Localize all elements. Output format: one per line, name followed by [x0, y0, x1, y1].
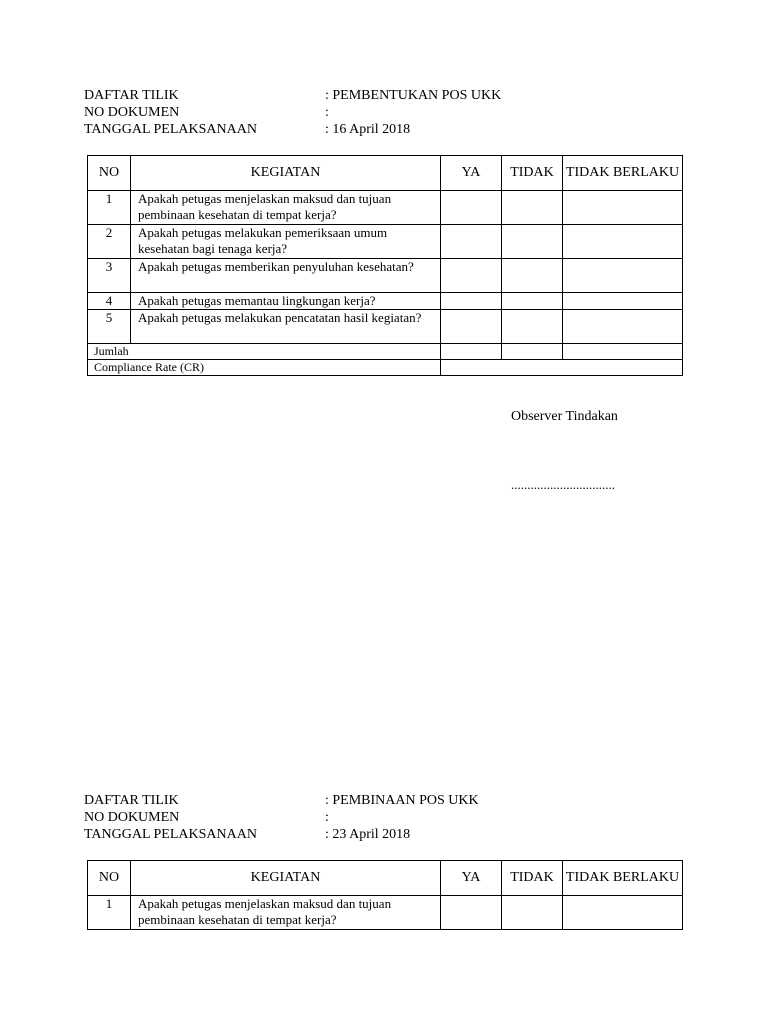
- checklist-table-1: [87, 155, 683, 376]
- table-row: [88, 191, 683, 225]
- signature-line: ................................: [511, 477, 615, 492]
- jumlah-row: [88, 344, 683, 360]
- tanggal-label: TANGGAL PELAKSANAAN: [84, 827, 257, 842]
- row-question: Apakah petugas menjelaskan maksud dan tujuan pembinaan kesehatan di tempat kerja?: [131, 191, 441, 225]
- tidak-cell[interactable]: [502, 225, 563, 259]
- jumlah-tidak-cell[interactable]: [502, 344, 563, 360]
- col-tidak-berlaku: TIDAK BERLAKU: [563, 861, 683, 896]
- tidak-cell[interactable]: [502, 896, 563, 930]
- tidak-berlaku-cell[interactable]: [563, 259, 683, 293]
- daftar-tilik-label: DAFTAR TILIK: [84, 88, 179, 103]
- row-question: Apakah petugas melakukan pemeriksaan umum kesehatan bagi tenaga kerja?: [131, 225, 441, 259]
- row-number: 1: [88, 896, 131, 930]
- ya-cell[interactable]: [441, 896, 502, 930]
- jumlah-ya-cell[interactable]: [441, 344, 502, 360]
- table-header-row: [88, 861, 683, 896]
- ya-cell[interactable]: [441, 259, 502, 293]
- col-kegiatan: KEGIATAN: [131, 861, 441, 896]
- ya-cell[interactable]: [441, 225, 502, 259]
- row-question: Apakah petugas memberikan penyuluhan kesehatan?: [131, 259, 441, 293]
- col-tidak-berlaku: TIDAK BERLAKU: [563, 156, 683, 191]
- compliance-value-cell[interactable]: [441, 360, 683, 376]
- jumlah-tidak-berlaku-cell[interactable]: [563, 344, 683, 360]
- daftar-tilik-label: DAFTAR TILIK: [84, 793, 179, 808]
- daftar-tilik-value: : PEMBENTUKAN POS UKK: [325, 88, 502, 103]
- ya-cell[interactable]: [441, 293, 502, 310]
- no-dokumen-label: NO DOKUMEN: [84, 105, 180, 120]
- row-question: Apakah petugas melakukan pencatatan hasil kegiatan?: [131, 310, 441, 344]
- table-row: [88, 259, 683, 293]
- table-row: [88, 310, 683, 344]
- daftar-tilik-value: : PEMBINAAN POS UKK: [325, 793, 479, 808]
- tidak-cell[interactable]: [502, 310, 563, 344]
- col-ya: YA: [441, 861, 502, 896]
- tidak-cell[interactable]: [502, 191, 563, 225]
- tanggal-label: TANGGAL PELAKSANAAN: [84, 122, 257, 137]
- row-number: 2: [88, 225, 131, 259]
- tidak-cell[interactable]: [502, 293, 563, 310]
- ya-cell[interactable]: [441, 191, 502, 225]
- row-number: 3: [88, 259, 131, 293]
- tidak-berlaku-cell[interactable]: [563, 896, 683, 930]
- tidak-berlaku-cell[interactable]: [563, 191, 683, 225]
- compliance-row: [88, 360, 683, 376]
- compliance-label: Compliance Rate (CR): [88, 360, 441, 376]
- col-kegiatan: KEGIATAN: [131, 156, 441, 191]
- col-no: NO: [88, 156, 131, 191]
- tidak-cell[interactable]: [502, 259, 563, 293]
- table-row: [88, 225, 683, 259]
- col-no: NO: [88, 861, 131, 896]
- table-row: [88, 896, 683, 930]
- observer-label: Observer Tindakan: [511, 409, 618, 424]
- col-ya: YA: [441, 156, 502, 191]
- row-number: 5: [88, 310, 131, 344]
- col-tidak: TIDAK: [502, 861, 563, 896]
- row-number: 4: [88, 293, 131, 310]
- row-question: Apakah petugas memantau lingkungan kerja?: [131, 293, 441, 310]
- no-dokumen-value: :: [325, 105, 329, 120]
- tanggal-value: : 16 April 2018: [325, 122, 411, 137]
- row-number: 1: [88, 191, 131, 225]
- tanggal-value: : 23 April 2018: [325, 827, 411, 842]
- ya-cell[interactable]: [441, 310, 502, 344]
- row-question: Apakah petugas menjelaskan maksud dan tujuan pembinaan kesehatan di tempat kerja?: [131, 896, 441, 930]
- tidak-berlaku-cell[interactable]: [563, 310, 683, 344]
- tidak-berlaku-cell[interactable]: [563, 225, 683, 259]
- table-row: [88, 293, 683, 310]
- no-dokumen-label: NO DOKUMEN: [84, 810, 180, 825]
- no-dokumen-value: :: [325, 810, 329, 825]
- tidak-berlaku-cell[interactable]: [563, 293, 683, 310]
- jumlah-label: Jumlah: [88, 344, 441, 360]
- col-tidak: TIDAK: [502, 156, 563, 191]
- table-header-row: [88, 156, 683, 191]
- checklist-table-2: [87, 860, 683, 930]
